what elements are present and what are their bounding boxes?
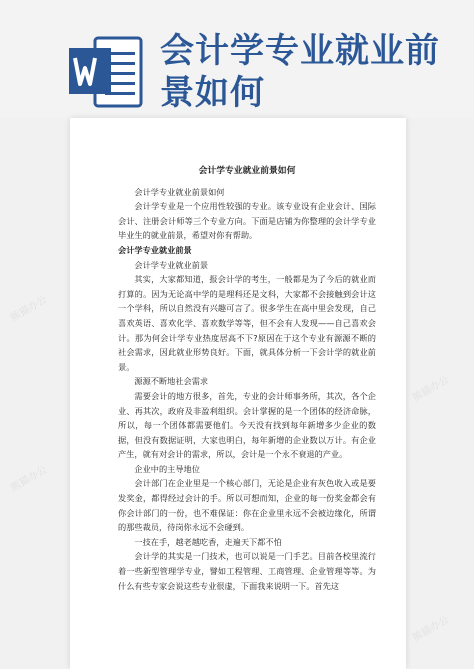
paragraph: 需要会计的地方很多，首先，专业的会计师事务所，其次，各个企业、再其次，政府及非盈利组织。会计掌握的是一个团体的经济命脉，所以，每一个团体都需要他们。今天没有找到每年新增多少企业的数据，但没有数据证明，大家也明白，每年新增的企业数以万计。有企业产生，就有对会计的需求，所以，会计是一个永不衰退的产业。 [118,390,376,460]
header-banner [0,0,474,118]
subheading: 企业中的主导地位 [134,463,200,474]
watermark: 熊猫办公 [410,614,452,644]
title-line-2: 景如何 [160,73,265,113]
watermark: 熊猫办公 [8,464,50,494]
document-title: 会计学专业就业前景如何 [198,166,296,176]
document-body [118,164,376,593]
paragraph: 其实，大家都知道，报会计学的考生，一般都是为了今后的就业而打算的。因为无论高中学的是理科还是文科，大家都不会接触到会计这一个学科，所以自然没有兴趣可言了。很多学生在高中里会发现，自己喜欢英语、喜欢化学、喜欢数学等等，但不会有人发现——自己喜欢会计。那为何会计学专业热度居高不下?原因在于这个专业有源源不断的社会需求，因此就业形势良好。下面，就具体分析一下会计学的就业前景。 [118,274,376,372]
subheading: 一技在手，越老越吃香，走遍天下都不怕 [134,536,282,547]
title-line-1: 会计学专业就业前 [160,31,440,71]
paragraph: 会计学的其实是一门技术，也可以说是一门手艺。目前各校里流行着一些新型管理学专业，譬如工程管理、工商管理、企业管理等等。为什么有些专家会说这些专业很虚，下面我来说明一下。首先这 [118,551,376,591]
paragraph: 会计学专业是一个应用性较强的专业。该专业设有企业会计、国际会计、注册会计师等三个专业方向。下面是店铺为你整理的会计学专业毕业生的就业前景，希望对你有帮助。 [118,201,376,241]
watermark: 熊猫办公 [8,294,50,324]
paragraph: 会计学专业就业前景 [134,259,209,270]
subheading: 源源不断地社会需求 [134,376,209,387]
page-title [160,30,460,114]
watermark: 熊猫办公 [410,374,452,404]
paragraph: 会计学专业就业前景如何 [134,186,225,197]
document-page [70,118,406,669]
paragraph: 会计部门在企业里是一个核心部门，无论是企业有灰色收入或是要发奖金，都得经过会计的手。所以可想而知，企业的每一份奖金都会有你会计部门的一份，也不难保证：你在企业里永远不会被边缘化，所谓的那些裁员，待岗你永远不会碰到。 [118,478,376,533]
section-heading: 会计学专业就业前景 [118,244,192,255]
word-document-icon [65,30,149,114]
